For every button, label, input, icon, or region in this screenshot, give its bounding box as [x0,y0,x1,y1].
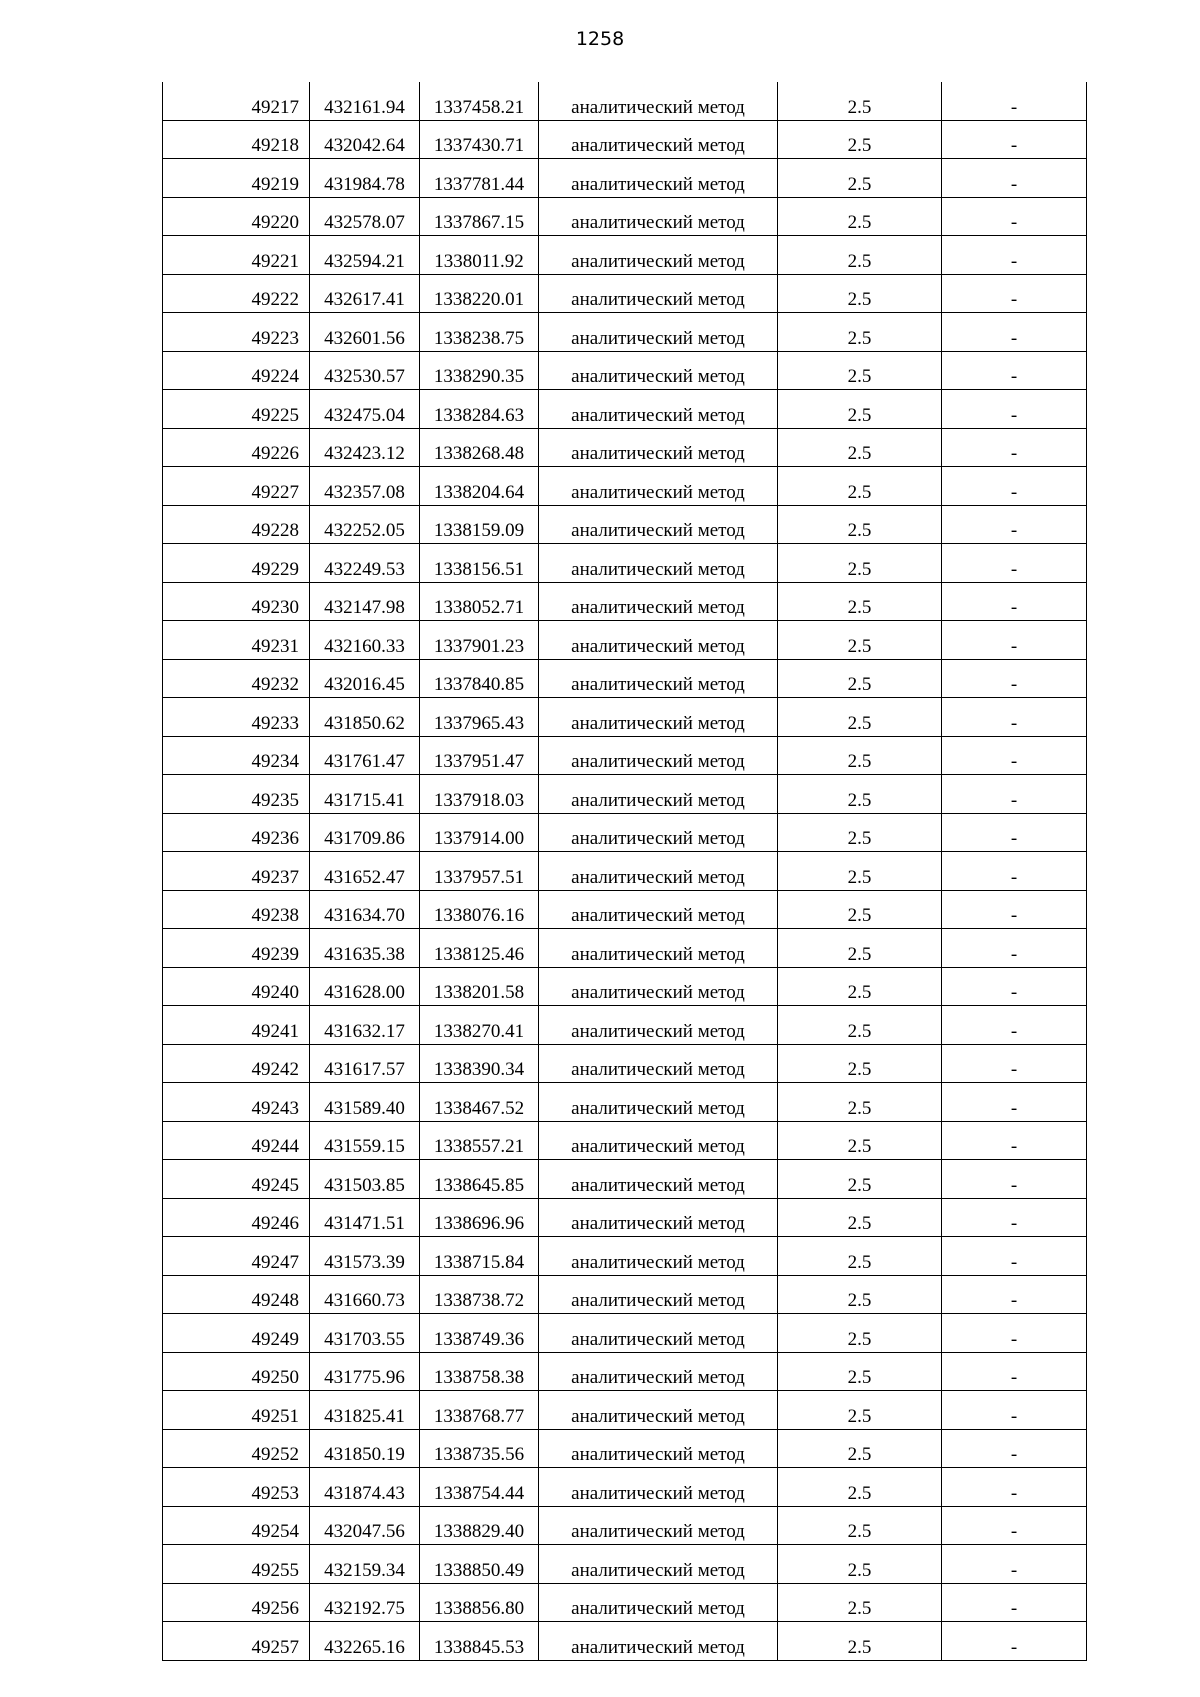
method-cell: аналитический метод [539,1622,778,1661]
x-coordinate-cell: 432249.53 [310,544,420,583]
x-coordinate-cell: 431635.38 [310,929,420,968]
point-number-cell: 49229 [163,544,310,583]
x-coordinate-cell: 431703.55 [310,1314,420,1353]
point-number-cell: 49235 [163,775,310,814]
note-cell: - [942,1006,1087,1045]
y-coordinate-cell: 1337914.00 [420,813,539,852]
note-cell: - [942,775,1087,814]
precision-cell: 2.5 [778,967,942,1006]
point-number-cell: 49249 [163,1314,310,1353]
x-coordinate-cell: 432357.08 [310,467,420,506]
precision-cell: 2.5 [778,852,942,891]
table-row [163,82,1087,120]
precision-cell: 2.5 [778,1506,942,1545]
precision-cell: 2.5 [778,1006,942,1045]
point-number-cell: 49224 [163,351,310,390]
method-cell: аналитический метод [539,351,778,390]
precision-cell: 2.5 [778,236,942,275]
note-cell: - [942,1391,1087,1430]
precision-cell: 2.5 [778,1314,942,1353]
y-coordinate-cell: 1338238.75 [420,313,539,352]
table-row [163,313,1087,352]
method-cell: аналитический метод [539,1121,778,1160]
x-coordinate-cell: 431559.15 [310,1121,420,1160]
note-cell: - [942,929,1087,968]
point-number-cell: 49231 [163,621,310,660]
table-row [163,467,1087,506]
method-cell: аналитический метод [539,120,778,159]
note-cell: - [942,313,1087,352]
precision-cell: 2.5 [778,159,942,198]
point-number-cell: 49239 [163,929,310,968]
precision-cell: 2.5 [778,775,942,814]
table-row [163,1160,1087,1199]
note-cell: - [942,1468,1087,1507]
table-row [163,929,1087,968]
note-cell: - [942,1583,1087,1622]
x-coordinate-cell: 431628.00 [310,967,420,1006]
note-cell: - [942,1314,1087,1353]
table-row [163,390,1087,429]
note-cell: - [942,967,1087,1006]
method-cell: аналитический метод [539,428,778,467]
precision-cell: 2.5 [778,621,942,660]
x-coordinate-cell: 432594.21 [310,236,420,275]
note-cell: - [942,736,1087,775]
precision-cell: 2.5 [778,1583,942,1622]
table-row [163,852,1087,891]
table-row [163,428,1087,467]
table-row [163,1468,1087,1507]
table-row [163,1237,1087,1276]
x-coordinate-cell: 432042.64 [310,120,420,159]
precision-cell: 2.5 [778,1237,942,1276]
method-cell: аналитический метод [539,544,778,583]
point-number-cell: 49232 [163,659,310,698]
point-number-cell: 49217 [163,82,310,120]
precision-cell: 2.5 [778,698,942,737]
precision-cell: 2.5 [778,1275,942,1314]
note-cell: - [942,1160,1087,1199]
table-row [163,1583,1087,1622]
precision-cell: 2.5 [778,1391,942,1430]
note-cell: - [942,197,1087,236]
x-coordinate-cell: 431715.41 [310,775,420,814]
point-number-cell: 49222 [163,274,310,313]
note-cell: - [942,82,1087,120]
note-cell: - [942,1121,1087,1160]
method-cell: аналитический метод [539,1506,778,1545]
method-cell: аналитический метод [539,274,778,313]
table-row [163,274,1087,313]
note-cell: - [942,390,1087,429]
note-cell: - [942,1044,1087,1083]
y-coordinate-cell: 1338290.35 [420,351,539,390]
precision-cell: 2.5 [778,813,942,852]
y-coordinate-cell: 1338052.71 [420,582,539,621]
note-cell: - [942,659,1087,698]
y-coordinate-cell: 1338201.58 [420,967,539,1006]
point-number-cell: 49246 [163,1198,310,1237]
method-cell: аналитический метод [539,1468,778,1507]
method-cell: аналитический метод [539,1044,778,1083]
y-coordinate-cell: 1338696.96 [420,1198,539,1237]
note-cell: - [942,467,1087,506]
point-number-cell: 49254 [163,1506,310,1545]
precision-cell: 2.5 [778,659,942,698]
table-row [163,582,1087,621]
y-coordinate-cell: 1338204.64 [420,467,539,506]
x-coordinate-cell: 432265.16 [310,1622,420,1661]
method-cell: аналитический метод [539,890,778,929]
y-coordinate-cell: 1338715.84 [420,1237,539,1276]
precision-cell: 2.5 [778,390,942,429]
y-coordinate-cell: 1338829.40 [420,1506,539,1545]
note-cell: - [942,1237,1087,1276]
y-coordinate-cell: 1338645.85 [420,1160,539,1199]
point-number-cell: 49251 [163,1391,310,1430]
x-coordinate-cell: 431589.40 [310,1083,420,1122]
x-coordinate-cell: 432423.12 [310,428,420,467]
y-coordinate-cell: 1338749.36 [420,1314,539,1353]
table-row [163,1121,1087,1160]
precision-cell: 2.5 [778,582,942,621]
method-cell: аналитический метод [539,1314,778,1353]
point-number-cell: 49243 [163,1083,310,1122]
method-cell: аналитический метод [539,1006,778,1045]
precision-cell: 2.5 [778,736,942,775]
y-coordinate-cell: 1338754.44 [420,1468,539,1507]
note-cell: - [942,852,1087,891]
table-row [163,1314,1087,1353]
point-number-cell: 49244 [163,1121,310,1160]
point-number-cell: 49240 [163,967,310,1006]
point-number-cell: 49226 [163,428,310,467]
precision-cell: 2.5 [778,82,942,120]
note-cell: - [942,890,1087,929]
precision-cell: 2.5 [778,428,942,467]
precision-cell: 2.5 [778,544,942,583]
note-cell: - [942,274,1087,313]
x-coordinate-cell: 431709.86 [310,813,420,852]
x-coordinate-cell: 431632.17 [310,1006,420,1045]
method-cell: аналитический метод [539,197,778,236]
table-row [163,659,1087,698]
note-cell: - [942,621,1087,660]
method-cell: аналитический метод [539,505,778,544]
table-row [163,120,1087,159]
point-number-cell: 49228 [163,505,310,544]
method-cell: аналитический метод [539,1275,778,1314]
point-number-cell: 49245 [163,1160,310,1199]
table-row [163,967,1087,1006]
x-coordinate-cell: 432160.33 [310,621,420,660]
table-row [163,890,1087,929]
point-number-cell: 49250 [163,1352,310,1391]
x-coordinate-cell: 431850.19 [310,1429,420,1468]
y-coordinate-cell: 1338850.49 [420,1545,539,1584]
x-coordinate-cell: 431984.78 [310,159,420,198]
method-cell: аналитический метод [539,467,778,506]
table-row [163,236,1087,275]
note-cell: - [942,1429,1087,1468]
point-number-cell: 49230 [163,582,310,621]
point-number-cell: 49242 [163,1044,310,1083]
table-row [163,736,1087,775]
point-number-cell: 49218 [163,120,310,159]
method-cell: аналитический метод [539,929,778,968]
method-cell: аналитический метод [539,1083,778,1122]
y-coordinate-cell: 1338735.56 [420,1429,539,1468]
y-coordinate-cell: 1338768.77 [420,1391,539,1430]
point-number-cell: 49233 [163,698,310,737]
x-coordinate-cell: 431471.51 [310,1198,420,1237]
x-coordinate-cell: 432578.07 [310,197,420,236]
table-row [163,775,1087,814]
point-number-cell: 49219 [163,159,310,198]
y-coordinate-cell: 1337918.03 [420,775,539,814]
x-coordinate-cell: 432161.94 [310,82,420,120]
precision-cell: 2.5 [778,120,942,159]
table-row [163,1429,1087,1468]
x-coordinate-cell: 432047.56 [310,1506,420,1545]
x-coordinate-cell: 432530.57 [310,351,420,390]
y-coordinate-cell: 1338011.92 [420,236,539,275]
x-coordinate-cell: 431634.70 [310,890,420,929]
coordinates-table-body [163,82,1087,1660]
precision-cell: 2.5 [778,890,942,929]
y-coordinate-cell: 1338156.51 [420,544,539,583]
point-number-cell: 49247 [163,1237,310,1276]
y-coordinate-cell: 1338856.80 [420,1583,539,1622]
table-row [163,698,1087,737]
table-row [163,1006,1087,1045]
y-coordinate-cell: 1337867.15 [420,197,539,236]
note-cell: - [942,698,1087,737]
precision-cell: 2.5 [778,1044,942,1083]
note-cell: - [942,813,1087,852]
method-cell: аналитический метод [539,159,778,198]
method-cell: аналитический метод [539,390,778,429]
coordinates-table [162,82,1087,1661]
method-cell: аналитический метод [539,621,778,660]
point-number-cell: 49256 [163,1583,310,1622]
x-coordinate-cell: 431761.47 [310,736,420,775]
x-coordinate-cell: 431825.41 [310,1391,420,1430]
precision-cell: 2.5 [778,1121,942,1160]
table-row [163,505,1087,544]
x-coordinate-cell: 432016.45 [310,659,420,698]
y-coordinate-cell: 1338467.52 [420,1083,539,1122]
table-row [163,1275,1087,1314]
method-cell: аналитический метод [539,775,778,814]
precision-cell: 2.5 [778,1468,942,1507]
point-number-cell: 49241 [163,1006,310,1045]
table-row [163,1083,1087,1122]
precision-cell: 2.5 [778,1352,942,1391]
method-cell: аналитический метод [539,236,778,275]
y-coordinate-cell: 1338284.63 [420,390,539,429]
precision-cell: 2.5 [778,467,942,506]
y-coordinate-cell: 1338268.48 [420,428,539,467]
point-number-cell: 49255 [163,1545,310,1584]
note-cell: - [942,1352,1087,1391]
point-number-cell: 49225 [163,390,310,429]
point-number-cell: 49238 [163,890,310,929]
method-cell: аналитический метод [539,659,778,698]
method-cell: аналитический метод [539,1429,778,1468]
y-coordinate-cell: 1337957.51 [420,852,539,891]
precision-cell: 2.5 [778,929,942,968]
note-cell: - [942,428,1087,467]
table-row [163,1622,1087,1661]
method-cell: аналитический метод [539,698,778,737]
point-number-cell: 49248 [163,1275,310,1314]
x-coordinate-cell: 431503.85 [310,1160,420,1199]
table-row [163,197,1087,236]
x-coordinate-cell: 432252.05 [310,505,420,544]
point-number-cell: 49234 [163,736,310,775]
table-row [163,813,1087,852]
y-coordinate-cell: 1338220.01 [420,274,539,313]
table-row [163,621,1087,660]
precision-cell: 2.5 [778,197,942,236]
precision-cell: 2.5 [778,1160,942,1199]
point-number-cell: 49253 [163,1468,310,1507]
table-row [163,1352,1087,1391]
note-cell: - [942,1275,1087,1314]
precision-cell: 2.5 [778,1083,942,1122]
y-coordinate-cell: 1337458.21 [420,82,539,120]
precision-cell: 2.5 [778,1198,942,1237]
x-coordinate-cell: 431874.43 [310,1468,420,1507]
point-number-cell: 49221 [163,236,310,275]
method-cell: аналитический метод [539,1237,778,1276]
precision-cell: 2.5 [778,1429,942,1468]
y-coordinate-cell: 1338758.38 [420,1352,539,1391]
point-number-cell: 49257 [163,1622,310,1661]
point-number-cell: 49252 [163,1429,310,1468]
y-coordinate-cell: 1338125.46 [420,929,539,968]
note-cell: - [942,236,1087,275]
method-cell: аналитический метод [539,313,778,352]
point-number-cell: 49220 [163,197,310,236]
note-cell: - [942,159,1087,198]
precision-cell: 2.5 [778,351,942,390]
point-number-cell: 49223 [163,313,310,352]
y-coordinate-cell: 1338390.34 [420,1044,539,1083]
x-coordinate-cell: 431573.39 [310,1237,420,1276]
point-number-cell: 49237 [163,852,310,891]
x-coordinate-cell: 431775.96 [310,1352,420,1391]
x-coordinate-cell: 432617.41 [310,274,420,313]
y-coordinate-cell: 1338159.09 [420,505,539,544]
x-coordinate-cell: 432475.04 [310,390,420,429]
method-cell: аналитический метод [539,967,778,1006]
method-cell: аналитический метод [539,1545,778,1584]
table-row [163,1044,1087,1083]
point-number-cell: 49227 [163,467,310,506]
precision-cell: 2.5 [778,505,942,544]
note-cell: - [942,1198,1087,1237]
method-cell: аналитический метод [539,852,778,891]
method-cell: аналитический метод [539,1160,778,1199]
method-cell: аналитический метод [539,582,778,621]
y-coordinate-cell: 1338270.41 [420,1006,539,1045]
precision-cell: 2.5 [778,1622,942,1661]
table-row [163,1391,1087,1430]
y-coordinate-cell: 1337840.85 [420,659,539,698]
note-cell: - [942,351,1087,390]
x-coordinate-cell: 431660.73 [310,1275,420,1314]
page-number: 1258 [575,28,625,50]
y-coordinate-cell: 1337951.47 [420,736,539,775]
method-cell: аналитический метод [539,736,778,775]
method-cell: аналитический метод [539,1352,778,1391]
table-row [163,1506,1087,1545]
precision-cell: 2.5 [778,1545,942,1584]
y-coordinate-cell: 1337430.71 [420,120,539,159]
note-cell: - [942,1545,1087,1584]
method-cell: аналитический метод [539,813,778,852]
y-coordinate-cell: 1337901.23 [420,621,539,660]
x-coordinate-cell: 432159.34 [310,1545,420,1584]
note-cell: - [942,120,1087,159]
note-cell: - [942,1083,1087,1122]
note-cell: - [942,582,1087,621]
y-coordinate-cell: 1337965.43 [420,698,539,737]
x-coordinate-cell: 432147.98 [310,582,420,621]
method-cell: аналитический метод [539,82,778,120]
x-coordinate-cell: 432601.56 [310,313,420,352]
precision-cell: 2.5 [778,274,942,313]
y-coordinate-cell: 1338738.72 [420,1275,539,1314]
table-row [163,351,1087,390]
note-cell: - [942,505,1087,544]
y-coordinate-cell: 1338845.53 [420,1622,539,1661]
method-cell: аналитический метод [539,1391,778,1430]
x-coordinate-cell: 431617.57 [310,1044,420,1083]
method-cell: аналитический метод [539,1583,778,1622]
y-coordinate-cell: 1337781.44 [420,159,539,198]
y-coordinate-cell: 1338076.16 [420,890,539,929]
precision-cell: 2.5 [778,313,942,352]
point-number-cell: 49236 [163,813,310,852]
y-coordinate-cell: 1338557.21 [420,1121,539,1160]
table-row [163,159,1087,198]
note-cell: - [942,1622,1087,1661]
table-row [163,1198,1087,1237]
x-coordinate-cell: 431850.62 [310,698,420,737]
method-cell: аналитический метод [539,1198,778,1237]
x-coordinate-cell: 432192.75 [310,1583,420,1622]
note-cell: - [942,544,1087,583]
table-row [163,1545,1087,1584]
table-row [163,544,1087,583]
x-coordinate-cell: 431652.47 [310,852,420,891]
note-cell: - [942,1506,1087,1545]
